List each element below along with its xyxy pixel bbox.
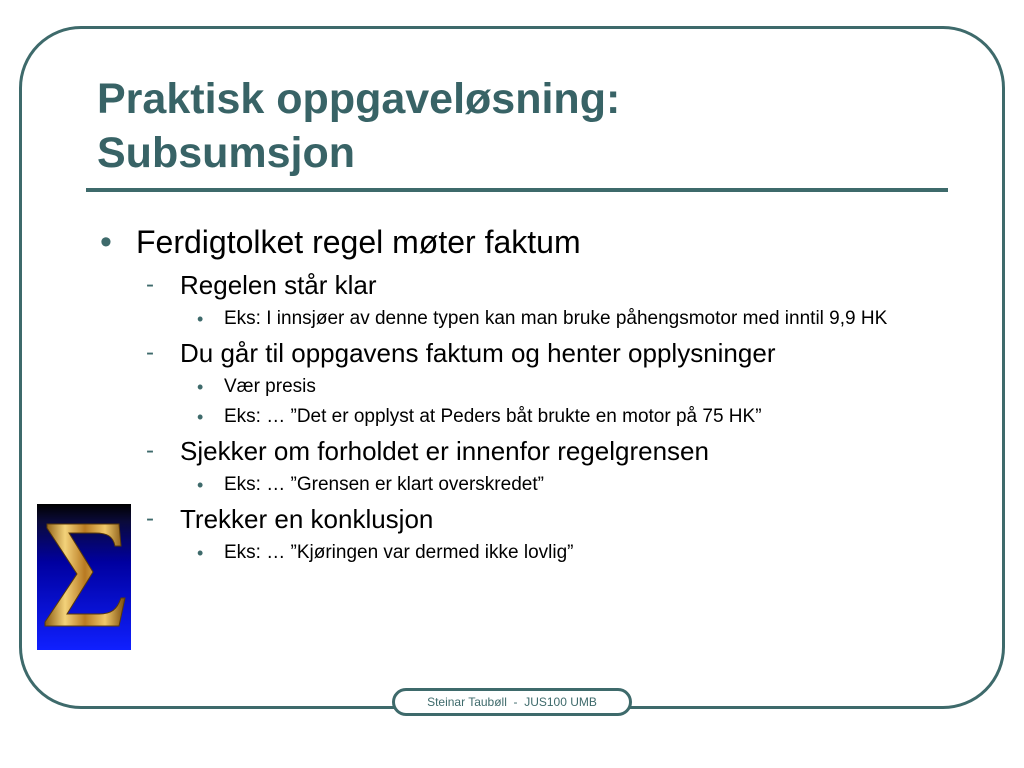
- sub-sub-bullet-text: Vær presis: [224, 376, 316, 397]
- sub-bullet-item: [100, 502, 940, 536]
- bullet-marker: •: [197, 475, 204, 495]
- sub-sub-bullet-item: [100, 472, 940, 498]
- sub-sub-bullet-item: [100, 404, 940, 430]
- title-line-1: Praktisk oppgaveløsning:: [97, 75, 621, 123]
- title-line-2: Subsumsjon: [97, 129, 356, 177]
- footer-label: Steinar Taubøll - JUS100 UMB: [392, 688, 632, 716]
- sub-sub-bullet-text: Eks: I innsjøer av denne typen kan man bruke påhengsmotor med inntil 9,9 HK: [224, 308, 888, 329]
- sub-sub-bullet-item: [100, 374, 940, 400]
- bullet-text: Ferdigtolket regel møter faktum: [136, 224, 581, 260]
- title-underline: [86, 188, 948, 192]
- dash-marker: -: [146, 271, 154, 298]
- sub-bullet-item: [100, 434, 940, 468]
- sub-bullet-item: [100, 336, 940, 370]
- sub-bullet-text: Regelen står klar: [180, 270, 377, 300]
- sub-bullet-item: [100, 268, 940, 302]
- sigma-glyph: [45, 524, 125, 626]
- sub-bullet-text: Du går til oppgavens faktum og henter opplysninger: [180, 338, 776, 368]
- sub-bullet-text: Trekker en konklusjon: [180, 504, 434, 534]
- bullet-marker: •: [197, 407, 204, 427]
- slide-title: [97, 72, 937, 180]
- sub-sub-bullet-text: Eks: … ”Det er opplyst at Peders båt brukte en motor på 75 HK”: [224, 406, 762, 427]
- bullet-marker: •: [197, 543, 204, 563]
- sub-sub-bullet-item: [100, 540, 940, 566]
- sub-sub-bullet-text: Eks: … ”Kjøringen var dermed ikke lovlig”: [224, 542, 574, 563]
- bullet-marker: •: [197, 377, 204, 397]
- sub-sub-bullet-text: Eks: … ”Grensen er klart overskredet”: [224, 474, 544, 495]
- bullet-marker: •: [100, 223, 112, 261]
- dash-marker: -: [146, 505, 154, 532]
- sub-sub-bullet-item: [100, 306, 940, 332]
- bullet-marker: •: [197, 309, 204, 329]
- sigma-icon: [37, 504, 131, 650]
- bullet-item: [100, 220, 940, 264]
- sigma-icon-graphic: [37, 504, 131, 650]
- bullet-list: [100, 220, 940, 570]
- dash-marker: -: [146, 437, 154, 464]
- dash-marker: -: [146, 339, 154, 366]
- sub-bullet-text: Sjekker om forholdet er innenfor regelgrensen: [180, 436, 709, 466]
